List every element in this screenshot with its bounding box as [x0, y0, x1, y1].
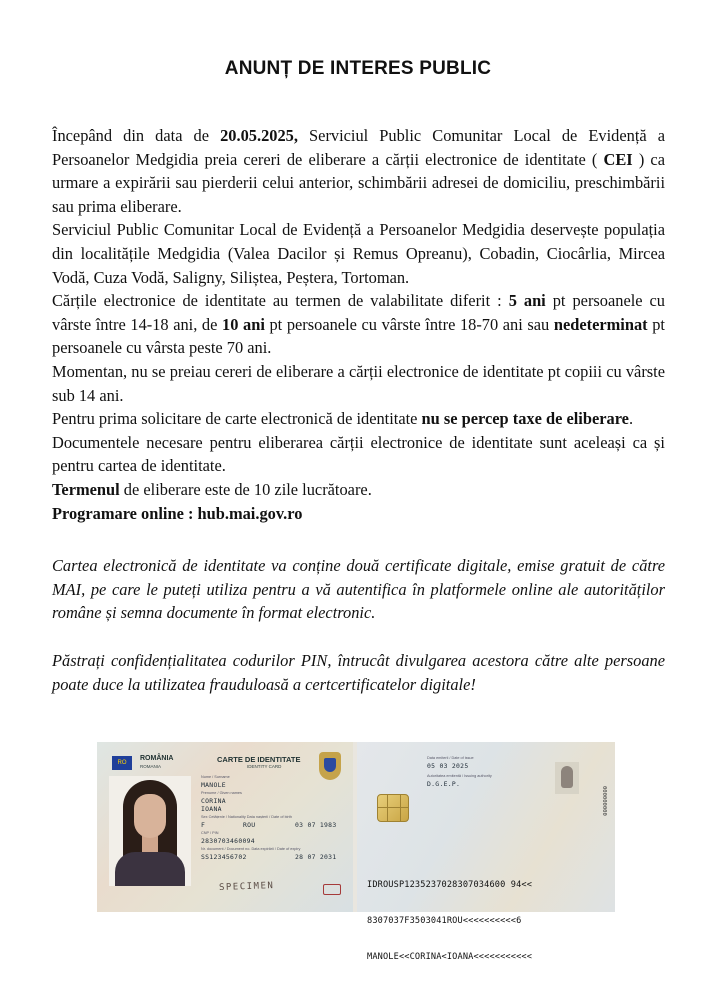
text: Pentru prima solicitare de carte electronică de identitate	[52, 409, 422, 429]
holder-portrait	[109, 776, 191, 886]
chip-icon	[377, 794, 409, 822]
start-date: 20.05.2025,	[220, 126, 298, 145]
validity-10-years: 10 ani	[222, 314, 265, 334]
label-sex-nat-dob: Sex Cetățenie / Nationality Data nașterii / Date of birth	[201, 815, 292, 819]
card-given-name-1: CORINA	[201, 797, 226, 805]
card-sex: F	[201, 821, 206, 829]
card-back-number: 000000000	[601, 786, 607, 816]
contactless-icon	[323, 884, 341, 895]
coat-of-arms-icon	[319, 752, 341, 780]
text: Serviciul Public Comunitar Local de Evidență a Persoanelor Medgidia preia cereri de eliberare a cărții electronice de identitate (	[52, 126, 666, 169]
term-label: Termenul	[52, 479, 120, 499]
online-booking: Programare online : hub.mai.gov.ro	[52, 503, 303, 523]
text: pt persoanele cu vârste între 14-18 ani, de	[52, 291, 666, 334]
page-title: ANUNȚ DE INTERES PUBLIC	[224, 58, 492, 79]
eu-flag-icon	[112, 756, 132, 770]
paragraph-children: Momentan, nu se preiau cereri de eliberare a cărții electronice de identitate pt copiii cu vârste sub 14 ani.	[52, 361, 665, 405]
label-issue-date: Data emiterii / Date of issue	[427, 756, 474, 760]
label-given-names: Prenume / Given names	[201, 791, 242, 795]
paragraph-fees	[52, 407, 665, 431]
card-dob: 03 07 1983	[295, 821, 337, 829]
card-nationality: ROU	[243, 821, 256, 829]
label-authority: Autoritatea emitentă / Issuing authority	[427, 774, 492, 778]
label-surname: Nume / Surname	[201, 775, 230, 779]
label-cnp: CNP / PIN	[201, 831, 219, 835]
text: ) ca urmare a expirării sau pierderii celui anterior, schimbării adresei de domiciliu, preschimbării sau prima eliberare.	[52, 149, 665, 216]
card-expiry: 28 07 2031	[295, 853, 337, 861]
paragraph-validity	[52, 289, 665, 360]
paragraph-intro	[52, 124, 665, 218]
mrz-zone	[367, 855, 612, 987]
card-authority: D.G.E.P.	[427, 780, 461, 788]
text: .	[628, 409, 634, 429]
text: pt persoanele cu vârsta peste 70 ani.	[52, 314, 665, 358]
no-fees: nu se percep taxe de eliberare	[421, 409, 629, 429]
card-doc-number: SS123456702	[201, 853, 247, 861]
card-type-en: IDENTITY CARD	[247, 764, 282, 769]
pin-warning: Păstrați confidențialitatea codurilor PIN, întrucât divulgarea acestora către alte persoane poate duce la utilizatea frauduloasă a certcertificatelor digitale!	[52, 651, 665, 694]
mrz-line-3: MANOLE<<CORINA<IOANA<<<<<<<<<<<	[367, 952, 533, 962]
specimen-stamp: SPECIMEN	[218, 881, 275, 893]
card-surname: MANOLE	[201, 781, 226, 789]
card-country: ROMÂNIA	[140, 755, 174, 762]
card-type: CARTE DE IDENTITATE	[217, 755, 301, 764]
cei-abbr: CEI	[603, 149, 633, 169]
text: pt persoanele cu vârste între 18-70 ani sau	[264, 314, 554, 334]
text: de eliberare este de 10 zile lucrătoare.	[119, 479, 372, 499]
ghost-portrait	[555, 762, 579, 794]
card-cnp: 2830703460094	[201, 837, 255, 845]
certificates-note: Cartea electronică de identitate va conține două certificate digitale, emise gratuit de către MAI, pe care le puteți utiliza pentru a vă autentifica în platformele online ale autorităților române și semna documente în format electronic.	[52, 556, 665, 623]
announcement-body	[52, 124, 665, 525]
card-issue-date: 05 03 2025	[427, 762, 469, 770]
id-card-front	[97, 742, 353, 912]
text: Începând din data de	[52, 126, 221, 145]
validity-5-years: 5 ani	[508, 291, 546, 311]
paragraph-term	[52, 478, 665, 502]
mrz-line-1: IDROUSP1235237028307034600 94<<	[367, 880, 533, 890]
paragraph-documents: Documentele necesare pentru eliberarea cărții electronice de identitate sunt aceleași ca și pentru cartea de identitate.	[52, 432, 665, 476]
mrz-line-2: 8307037F3503041ROU<<<<<<<<<<6	[367, 916, 522, 926]
card-country-en: ROMANIA	[140, 764, 162, 769]
paragraph-online-booking	[52, 502, 665, 526]
label-doc-number: Nr. document / Document no. Data expirării / Date of expiry	[201, 847, 301, 851]
id-card-image	[97, 742, 615, 962]
card-given-name-2: IOANA	[201, 805, 222, 813]
text: Cărțile electronice de identitate au termen de valabilitate diferit :	[52, 291, 509, 311]
id-card-back	[357, 742, 615, 962]
validity-unlimited: nedeterminat	[553, 314, 648, 334]
eu-code: RO	[117, 760, 127, 766]
paragraph-localities: Serviciul Public Comunitar Local de Evidență a Persoanelor Medgidia deservește populația din localitățile Medgidia (Valea Dacilor și Remus Opreanu), Cobadin, Ciocârlia, Mircea Vodă, Cuza Vodă, Saligny, Siliștea, Peștera, Tortoman.	[52, 220, 665, 287]
